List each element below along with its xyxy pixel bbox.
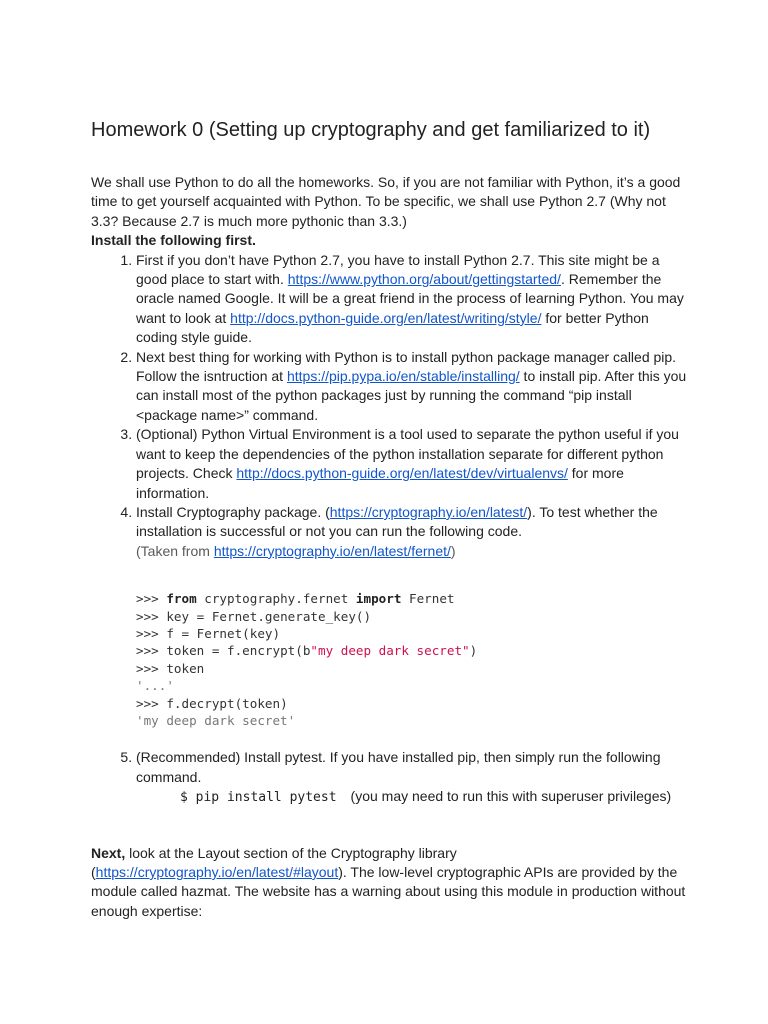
page-title: Homework 0 (Setting up cryptography and get familiarized to it)	[91, 119, 651, 141]
pytest-command: $ pip install pytest	[180, 790, 337, 806]
list-item-cryptography: 4. Install Cryptography package. (https://cryptography.io/en/latest/). To test whether the installation is successful or not you can run the following code. (Taken from https://cryptography.io/en/latest/fernet/)	[136, 503, 691, 561]
pytest-command-line	[91, 787, 691, 807]
code-line: >>> token	[136, 660, 205, 676]
cryptography-layout-link[interactable]: https://cryptography.io/en/latest/#layout	[95, 864, 339, 880]
code-line: >>> token = f.encrypt(b"my deep dark secret")	[136, 643, 478, 659]
fernet-docs-link[interactable]: https://cryptography.io/en/latest/fernet/	[213, 542, 451, 559]
next-paragraph: Next, look at the Layout section of the Cryptography library (https://cryptography.io/en/latest/#layout). The low-level cryptographic APIs are provided by the module called hazmat. The website has a warning about using this module in production without enough expertise:	[91, 844, 686, 919]
install-heading: Install the following first.	[91, 232, 256, 249]
code-output-line: '...'	[136, 678, 174, 694]
intro-paragraph: We shall use Python to do all the homeworks. So, if you are not familiar with Python, it’s a good time to get yourself acquainted with Python. To be specific, we shall use Python 2.7 (Why not 3.3? Because 2.7 is much more pythonic than 3.3.)	[91, 174, 681, 229]
install-steps-list	[91, 251, 691, 562]
virtualenv-guide-link[interactable]: http://docs.python-guide.org/en/latest/dev/virtualenvs/	[236, 465, 568, 482]
code-output-line: 'my deep dark secret'	[136, 712, 296, 728]
superuser-note: (you may need to run this with superuser privileges)	[350, 788, 672, 805]
list-item-pip: 2. Next best thing for working with Python is to install python package manager called pip. Follow the isntruction at https://pip.pypa.io/en/stable/installing/ to install pip. After this you can install most of the python packages just by running the command “pip install <package name>” command.	[136, 348, 691, 426]
list-item-virtualenv: 3. (Optional) Python Virtual Environment is a tool used to separate the python useful if you want to keep the dependencies of the python installation separate for different python projects. Check http://docs.python-guide.org/en/latest/dev/virtualenvs/ for more information.	[136, 425, 691, 503]
list-item-python: 1. First if you don’t have Python 2.7, you have to install Python 2.7. This site might be a good place to start with. https://www.python.org/about/gettingstarted/. Remember the oracle named Google. It will be a great friend in the process of learning Python. You may want to look at http://docs.python-guide.org/en/latest/writing/style/ for better Python coding style guide.	[136, 251, 691, 348]
install-steps-list-continued	[91, 748, 691, 787]
code-line: >>> f = Fernet(key)	[136, 625, 281, 641]
code-line: >>> f.decrypt(token)	[136, 695, 288, 711]
python-style-guide-link[interactable]: http://docs.python-guide.org/en/latest/writing/style/	[230, 309, 542, 326]
code-line: >>> key = Fernet.generate_key()	[136, 608, 372, 624]
code-sample	[136, 590, 691, 729]
pip-install-link[interactable]: https://pip.pypa.io/en/stable/installing/	[286, 368, 520, 385]
python-getting-started-link[interactable]: https://www.python.org/about/gettingstarted/	[287, 271, 561, 288]
code-line: >>> from cryptography.fernet import Fernet	[136, 591, 455, 607]
list-item-pytest: 5. (Recommended) Install pytest. If you have installed pip, then simply run the following command.	[136, 748, 691, 787]
cryptography-docs-link[interactable]: https://cryptography.io/en/latest/	[329, 503, 528, 520]
document-body	[91, 173, 691, 921]
